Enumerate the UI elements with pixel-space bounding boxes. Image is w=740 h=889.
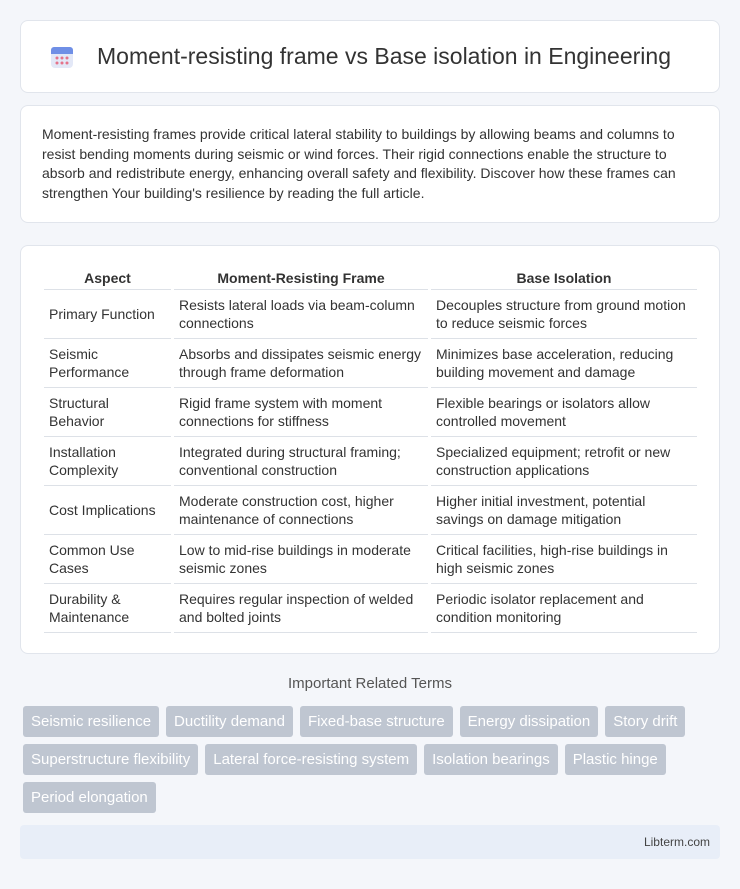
related-terms-list bbox=[23, 706, 703, 813]
frame-cell: Requires regular inspection of welded and bolted joints bbox=[174, 584, 428, 633]
table-row bbox=[44, 290, 697, 339]
related-term-tag[interactable]: Lateral force-resisting system bbox=[205, 744, 417, 775]
header-moment-resisting-frame: Moment-Resisting Frame bbox=[174, 266, 428, 290]
intro-paragraph: Moment-resisting frames provide critical lateral stability to buildings by allowing beams and columns to resist bending moments during seismic or wind forces. Their rigid connections enable the structure to absorb and redistribute energy, enhancing overall safety and flexibility. Discover how these frames can strengthen Your building's resilience by reading the full article. bbox=[42, 126, 676, 201]
related-term-tag[interactable]: Plastic hinge bbox=[565, 744, 666, 775]
aspect-cell: Installation Complexity bbox=[44, 437, 171, 486]
isolation-cell: Higher initial investment, potential savings on damage mitigation bbox=[431, 486, 697, 535]
related-terms-heading: Important Related Terms bbox=[288, 675, 452, 692]
related-term-tag[interactable]: Isolation bearings bbox=[424, 744, 558, 775]
related-term-tag[interactable]: Fixed-base structure bbox=[300, 706, 453, 737]
table-row bbox=[44, 486, 697, 535]
intro-card bbox=[20, 105, 720, 223]
frame-cell: Resists lateral loads via beam-column connections bbox=[174, 290, 428, 339]
frame-cell: Integrated during structural framing; conventional construction bbox=[174, 437, 428, 486]
table-row bbox=[44, 535, 697, 584]
related-term-tag[interactable]: Period elongation bbox=[23, 782, 156, 813]
frame-cell: Absorbs and dissipates seismic energy through frame deformation bbox=[174, 339, 428, 388]
title-card bbox=[20, 20, 720, 93]
frame-cell: Low to mid-rise buildings in moderate seismic zones bbox=[174, 535, 428, 584]
frame-cell: Rigid frame system with moment connections for stiffness bbox=[174, 388, 428, 437]
table-row bbox=[44, 584, 697, 633]
header-base-isolation: Base Isolation bbox=[431, 266, 697, 290]
related-term-tag[interactable]: Story drift bbox=[605, 706, 685, 737]
aspect-cell: Structural Behavior bbox=[44, 388, 171, 437]
aspect-cell: Common Use Cases bbox=[44, 535, 171, 584]
page-title: Moment-resisting frame vs Base isolation in Engineering bbox=[97, 43, 671, 69]
table-row bbox=[44, 339, 697, 388]
footer bbox=[20, 825, 720, 859]
aspect-cell: Primary Function bbox=[44, 290, 171, 339]
isolation-cell: Periodic isolator replacement and condition monitoring bbox=[431, 584, 697, 633]
calendar-icon bbox=[49, 44, 75, 70]
comparison-card bbox=[20, 245, 720, 654]
isolation-cell: Decouples structure from ground motion to reduce seismic forces bbox=[431, 290, 697, 339]
isolation-cell: Specialized equipment; retrofit or new construction applications bbox=[431, 437, 697, 486]
related-term-tag[interactable]: Energy dissipation bbox=[460, 706, 599, 737]
aspect-cell: Seismic Performance bbox=[44, 339, 171, 388]
frame-cell: Moderate construction cost, higher maintenance of connections bbox=[174, 486, 428, 535]
header-aspect: Aspect bbox=[44, 266, 171, 290]
aspect-cell: Cost Implications bbox=[44, 486, 171, 535]
related-term-tag[interactable]: Superstructure flexibility bbox=[23, 744, 198, 775]
table-row bbox=[44, 437, 697, 486]
comparison-table bbox=[41, 266, 700, 633]
related-term-tag[interactable]: Ductility demand bbox=[166, 706, 293, 737]
aspect-cell: Durability & Maintenance bbox=[44, 584, 171, 633]
related-term-tag[interactable]: Seismic resilience bbox=[23, 706, 159, 737]
table-header-row bbox=[44, 266, 697, 290]
isolation-cell: Flexible bearings or isolators allow controlled movement bbox=[431, 388, 697, 437]
footer-site-link[interactable]: Libterm.com bbox=[643, 835, 710, 849]
isolation-cell: Critical facilities, high-rise buildings in high seismic zones bbox=[431, 535, 697, 584]
isolation-cell: Minimizes base acceleration, reducing building movement and damage bbox=[431, 339, 697, 388]
table-row bbox=[44, 388, 697, 437]
